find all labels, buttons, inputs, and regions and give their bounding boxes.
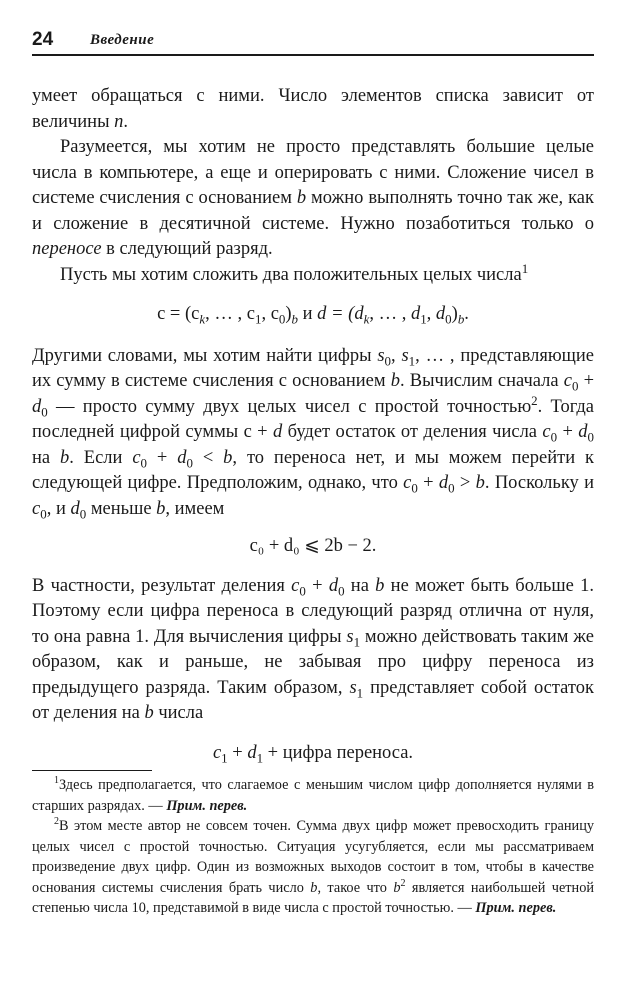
paragraph-4: Другими словами, мы хотим найти цифры $s_0$, $s_1$, … , представляющие их сумму в системе счисления с основанием b. Вычислим сначала $c_0 + d_0$ — просто сумму двух целых чисел с простой точностью$^2$. Тогда последней цифрой суммы c + d будет остаток от деления числа $c_0 + d_0$ на b. Если $c_0 + d_0 < b$, то переноса нет, и мы можем перейти к следующей цифре. Предположим, однако, что $c_0 + d_0 > b$. Поскольку и $c_0$, и $d_0$ меньше b, имеем [32, 345, 595, 522]
footnotes [32, 775, 594, 919]
footnote-rule [32, 770, 152, 771]
paragraph-3: Пусть мы хотим сложить два положительных целых числа$^1$ [60, 260, 529, 285]
equation-carry: $c_1 + d_1$ + цифра переноса. [212, 742, 414, 766]
footnote-1: $^1$Здесь предполагается, что слагаемое с меньшим числом цифр дополняется нулями в старших разрядах. — Прим. перев. [32, 775, 594, 814]
main-text [32, 84, 594, 766]
paragraph-5: В частности, результат деления $c_0 + d_0$ на b не может быть больше 1. Поэтому если цифра переноса в следующий разряд отлична от нуля, то она равна 1. Для вычисления цифры $s_1$ можно действовать таким же образом, как и раньше, не забывая про цифру переноса из предыдущего разряда. Таким образом, $s_1$ представляет собой остаток от деления на b числа [32, 575, 594, 723]
page-header [32, 28, 594, 56]
footnote-ref-1: 1 [521, 260, 529, 276]
equation-inequality: c₀ + d₀ ⩽ 2b − 2. [249, 536, 377, 556]
running-head: Введение [90, 32, 155, 48]
paragraph-2: Разумеется, мы хотим не просто представлять большие целые числа в компьютере, а еще и оперировать с ними. Сложение чисел в системе счисления с основанием b можно выполнять точно так же, как и сложение в десятичной системе. Нужно позаботиться только о переносе в следующий разряд. [32, 137, 594, 259]
page-number: 24 [32, 29, 54, 50]
equation-numbers-c-d: $c = (c_k$, … , $c_1$, $c_0)_b$ и $d = (d_k$, … , $d_1$, $d_0)_b$. [157, 304, 469, 327]
footnote-ref-2: 2 [531, 392, 538, 408]
footnote-2: $^2$В этом месте автор не совсем точен. Сумма двух цифр может превосходить границу целых чисел с простой точностью. Ситуация усугубляется, если мы рассматриваем произведение двух цифр. Один из возможных выходов состоит в том, чтобы в качестве основания системы счисления брать число b, такое что $b^2$ является наибольшей четной степенью числа 10, представимой в виде числа с простой точностью. — Прим. перев. [32, 816, 594, 916]
paragraph-1: умеет обращаться с ними. Число элементов списка зависит от величины n. [32, 86, 594, 132]
